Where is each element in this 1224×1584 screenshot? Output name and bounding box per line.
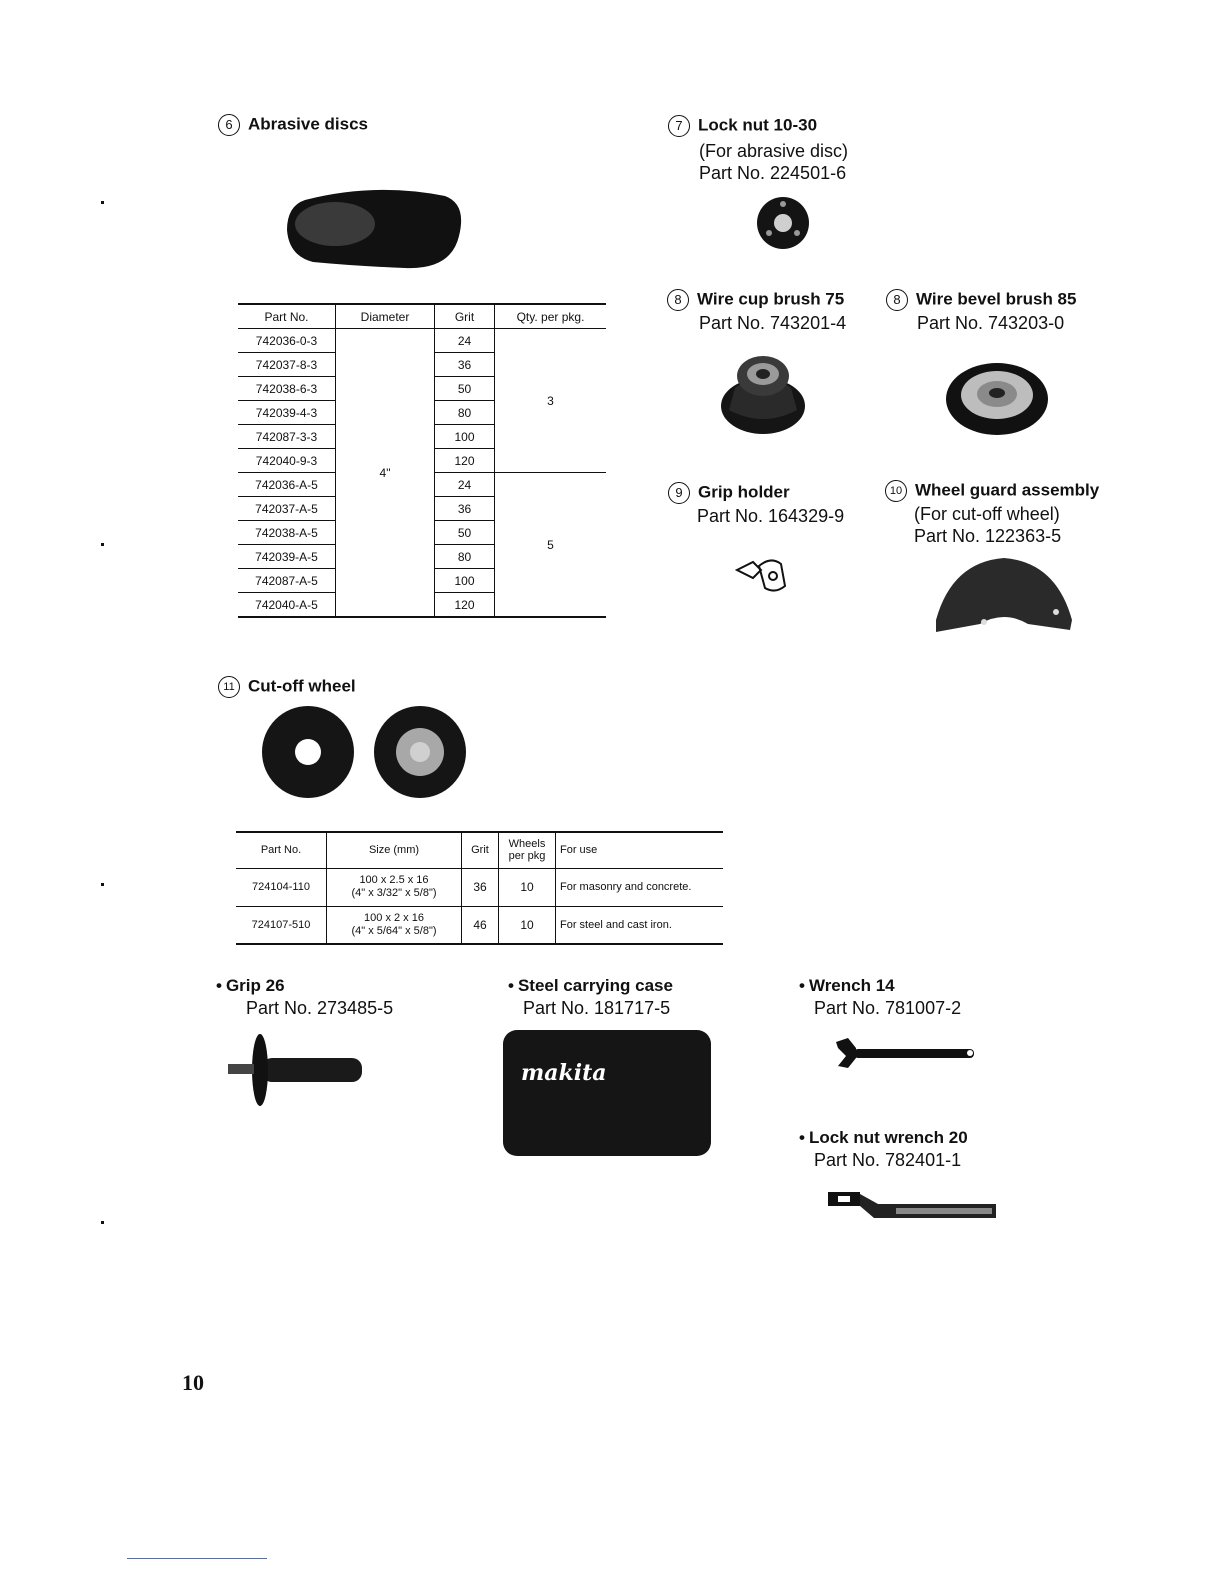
col-grit: Grit xyxy=(435,304,495,329)
part-cell: 742036-A-5 xyxy=(238,473,336,497)
part-cell: 742039-A-5 xyxy=(238,545,336,569)
part-cell: 742087-3-3 xyxy=(238,425,336,449)
use-cell: For masonry and concrete. xyxy=(560,881,692,893)
size-imperial: (4" x 5/64" x 5/8") xyxy=(351,924,437,937)
item-number: 9 xyxy=(668,482,690,504)
grit-cell: 100 xyxy=(435,425,495,449)
lock-nut-note: (For abrasive disc) xyxy=(699,141,849,161)
grit-cell: 120 xyxy=(435,593,495,618)
item-number: 10 xyxy=(885,480,907,502)
size-metric: 100 x 2.5 x 16 xyxy=(359,874,429,886)
item-number: 8 xyxy=(667,289,689,311)
grit-cell: 36 xyxy=(462,868,499,906)
lock-nut-wrench-image xyxy=(826,1188,998,1222)
wire-bevel-brush-image xyxy=(944,361,1050,437)
col-wheels-line1: Wheels xyxy=(508,838,546,851)
carrying-case-image xyxy=(503,1030,711,1156)
wrench-14-image xyxy=(834,1036,980,1072)
wheel-guard-heading xyxy=(885,480,1099,502)
grit-cell: 120 xyxy=(435,449,495,473)
grit-cell: 36 xyxy=(435,497,495,521)
wire-cup-brush-title: Wire cup brush 75 xyxy=(697,289,845,309)
wire-cup-brush-part-no: Part No. 743201-4 xyxy=(699,313,847,333)
col-part-no: Part No. xyxy=(236,832,327,868)
grip-26-title: Grip 26 xyxy=(225,976,285,995)
grit-cell: 50 xyxy=(435,521,495,545)
wrench-14-heading xyxy=(799,976,895,996)
col-wheels-line2: per pkg xyxy=(508,850,546,863)
wire-cup-brush-heading xyxy=(667,289,844,311)
size-cell xyxy=(327,906,462,944)
grit-cell: 46 xyxy=(462,906,499,944)
cut-off-wheel-image xyxy=(258,706,470,798)
abrasive-disc-image xyxy=(285,186,463,272)
grip-holder-heading xyxy=(668,482,790,504)
wrench-14-part-no: Part No. 781007-2 xyxy=(814,998,962,1018)
part-cell: 742037-A-5 xyxy=(238,497,336,521)
carrying-case-title: Steel carrying case xyxy=(517,976,673,995)
grit-cell: 100 xyxy=(435,569,495,593)
col-grit: Grit xyxy=(462,832,499,868)
cut-off-wheel-table xyxy=(236,831,723,945)
item-number: 6 xyxy=(218,114,240,136)
grit-cell: 50 xyxy=(435,377,495,401)
lock-nut-title: Lock nut 10-30 xyxy=(698,115,818,135)
part-cell: 742039-4-3 xyxy=(238,401,336,425)
abrasive-discs-table xyxy=(238,303,606,618)
grip-26-heading xyxy=(216,976,285,996)
abrasive-discs-title: Abrasive discs xyxy=(248,114,369,134)
cut-off-wheel-title: Cut-off wheel xyxy=(248,676,356,696)
size-imperial: (4" x 3/32" x 5/8") xyxy=(351,887,437,899)
makita-logo: makita xyxy=(521,1060,607,1086)
lock-nut-image xyxy=(756,195,810,251)
size-metric: 100 x 2 x 16 xyxy=(364,911,424,924)
grip-holder-part-no: Part No. 164329-9 xyxy=(697,506,845,526)
margin-mark xyxy=(101,201,104,204)
margin-mark xyxy=(101,883,104,886)
lock-nut-wrench-title: Lock nut wrench 20 xyxy=(808,1128,968,1147)
col-use: For use xyxy=(560,844,598,857)
wire-bevel-brush-heading xyxy=(886,289,1076,311)
bottom-rule xyxy=(127,1558,267,1559)
use-cell: For steel and cast iron. xyxy=(560,918,672,931)
carrying-case-heading xyxy=(508,976,673,996)
grit-cell: 36 xyxy=(435,353,495,377)
part-cell: 742038-A-5 xyxy=(238,521,336,545)
grit-cell: 24 xyxy=(435,329,495,353)
grit-cell: 24 xyxy=(435,473,495,497)
grip-26-image xyxy=(226,1030,366,1106)
margin-mark xyxy=(101,543,104,546)
wire-bevel-brush-part-no: Part No. 743203-0 xyxy=(917,313,1065,333)
part-cell: 742038-6-3 xyxy=(238,377,336,401)
wheels-cell: 10 xyxy=(499,906,556,944)
wire-cup-brush-image xyxy=(717,348,809,438)
lock-nut-wrench-part-no: Part No. 782401-1 xyxy=(814,1150,962,1170)
grip-holder-image xyxy=(735,556,789,594)
page-number: 10 xyxy=(182,1370,204,1395)
grip-holder-title: Grip holder xyxy=(698,482,790,502)
wheels-cell: 10 xyxy=(499,868,556,906)
wrench-14-title: Wrench 14 xyxy=(808,976,895,995)
lock-nut-heading xyxy=(668,115,817,137)
qty-cell: 5 xyxy=(547,537,554,552)
wheel-guard-title: Wheel guard assembly xyxy=(915,480,1100,500)
wire-bevel-brush-title: Wire bevel brush 85 xyxy=(916,289,1077,309)
diameter-cell: 4" xyxy=(336,329,435,618)
col-part-no: Part No. xyxy=(238,304,336,329)
col-size: Size (mm) xyxy=(327,832,462,868)
part-cell: 742037-8-3 xyxy=(238,353,336,377)
lock-nut-wrench-heading xyxy=(799,1128,968,1148)
part-cell: 742087-A-5 xyxy=(238,569,336,593)
lock-nut-part-no: Part No. 224501-6 xyxy=(699,163,847,183)
carrying-case-part-no: Part No. 181717-5 xyxy=(523,998,671,1018)
wheel-guard-note: (For cut-off wheel) xyxy=(914,504,1060,524)
grip-26-part-no: Part No. 273485-5 xyxy=(246,998,394,1018)
part-cell: 742040-A-5 xyxy=(238,593,336,618)
col-diameter: Diameter xyxy=(336,304,435,329)
cut-off-wheel-heading xyxy=(218,676,356,698)
part-cell: 724104-110 xyxy=(236,868,327,906)
col-qty: Qty. per pkg. xyxy=(516,309,585,324)
grit-cell: 80 xyxy=(435,401,495,425)
part-cell: 742036-0-3 xyxy=(238,329,336,353)
item-number: 7 xyxy=(668,115,690,137)
wheel-guard-image xyxy=(932,556,1074,636)
wheel-guard-part-no: Part No. 122363-5 xyxy=(914,526,1062,546)
part-cell: 742040-9-3 xyxy=(238,449,336,473)
margin-mark xyxy=(101,1221,104,1224)
item-number: 11 xyxy=(218,676,240,698)
part-cell: 724107-510 xyxy=(236,906,327,944)
size-cell xyxy=(327,868,462,906)
col-wheels xyxy=(499,832,556,868)
item-number: 8 xyxy=(886,289,908,311)
abrasive-discs-heading xyxy=(218,114,368,136)
qty-cell: 3 xyxy=(495,329,607,473)
grit-cell: 80 xyxy=(435,545,495,569)
